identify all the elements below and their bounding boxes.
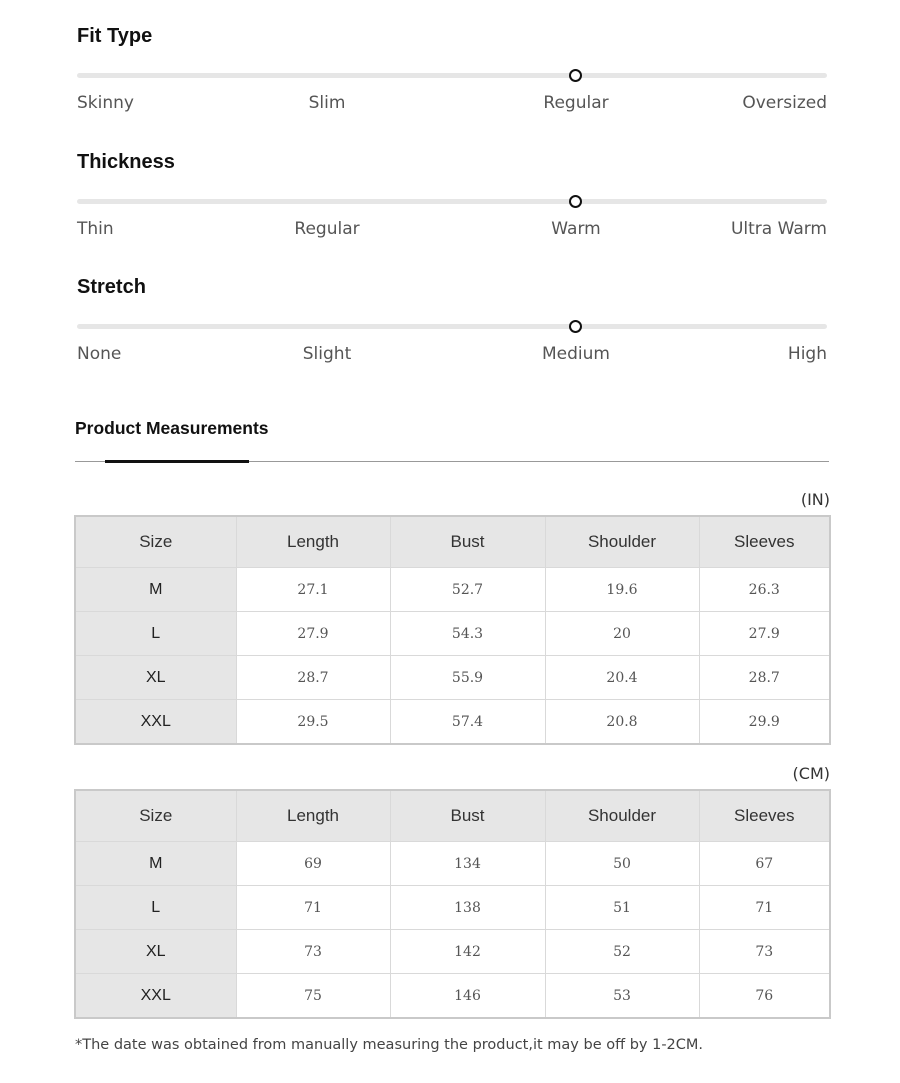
size-cell: L [75, 612, 236, 656]
column-header-size: Size [75, 516, 236, 568]
shoulder-cell: 20.4 [545, 656, 699, 700]
sleeves-cell: 67 [699, 842, 830, 886]
shoulder-cell: 53 [545, 974, 699, 1019]
length-cell: 75 [236, 974, 390, 1019]
size-cell: L [75, 886, 236, 930]
length-cell: 27.1 [236, 568, 390, 612]
table-row [75, 930, 830, 974]
table-row [75, 700, 830, 745]
thickness-option-thin: Thin [77, 219, 114, 239]
shoulder-cell: 20 [545, 612, 699, 656]
column-header-bust: Bust [390, 516, 545, 568]
bust-cell: 52.7 [390, 568, 545, 612]
stretch-slider-knob[interactable] [569, 320, 582, 333]
length-cell: 71 [236, 886, 390, 930]
thickness-option-regular: Regular [294, 219, 360, 239]
bust-cell: 138 [390, 886, 545, 930]
shoulder-cell: 20.8 [545, 700, 699, 745]
size-cell: XL [75, 930, 236, 974]
fit-type-option-skinny: Skinny [77, 93, 134, 113]
measurements-table-inches [74, 515, 831, 745]
table-row [75, 568, 830, 612]
column-header-sleeves: Sleeves [699, 790, 830, 842]
size-cell: M [75, 568, 236, 612]
fit-type-slider-knob[interactable] [569, 69, 582, 82]
bust-cell: 54.3 [390, 612, 545, 656]
length-cell: 27.9 [236, 612, 390, 656]
length-cell: 28.7 [236, 656, 390, 700]
length-cell: 69 [236, 842, 390, 886]
stretch-option-medium: Medium [542, 344, 610, 364]
table-row [75, 612, 830, 656]
sleeves-cell: 76 [699, 974, 830, 1019]
thickness-slider-track [77, 199, 827, 204]
bust-cell: 134 [390, 842, 545, 886]
shoulder-cell: 50 [545, 842, 699, 886]
unit-label-inches: (IN) [800, 490, 830, 509]
stretch-option-slight: Slight [302, 344, 352, 364]
product-measurements-tab[interactable]: Product Measurements [75, 418, 269, 438]
column-header-size: Size [75, 790, 236, 842]
length-cell: 29.5 [236, 700, 390, 745]
sleeves-cell: 71 [699, 886, 830, 930]
measurements-table-cm [74, 789, 831, 1019]
unit-label-cm: (CM) [792, 764, 830, 783]
stretch-option-none: None [77, 344, 122, 364]
thickness-slider-knob[interactable] [569, 195, 582, 208]
sleeves-cell: 73 [699, 930, 830, 974]
table-header-row [75, 790, 830, 842]
sleeves-cell: 26.3 [699, 568, 830, 612]
sleeves-cell: 29.9 [699, 700, 830, 745]
table-row [75, 974, 830, 1019]
bust-cell: 55.9 [390, 656, 545, 700]
table-row [75, 656, 830, 700]
column-header-length: Length [236, 790, 390, 842]
bust-cell: 142 [390, 930, 545, 974]
sleeves-cell: 28.7 [699, 656, 830, 700]
size-cell: XXL [75, 700, 236, 745]
fit-type-option-slim: Slim [308, 93, 346, 113]
thickness-title: Thickness [77, 151, 175, 173]
size-cell: XL [75, 656, 236, 700]
shoulder-cell: 19.6 [545, 568, 699, 612]
thickness-option-warm: Warm [551, 219, 601, 239]
table-header-row [75, 516, 830, 568]
column-header-length: Length [236, 516, 390, 568]
size-cell: M [75, 842, 236, 886]
length-cell: 73 [236, 930, 390, 974]
stretch-option-high: High [787, 344, 827, 364]
shoulder-cell: 52 [545, 930, 699, 974]
measurement-footnote: *The date was obtained from manually measuring the product,it may be off by 1-2CM. [75, 1037, 704, 1053]
fit-type-slider-track [77, 73, 827, 78]
column-header-sleeves: Sleeves [699, 516, 830, 568]
bust-cell: 57.4 [390, 700, 545, 745]
column-header-shoulder: Shoulder [545, 790, 699, 842]
thickness-option-ultra-warm: Ultra Warm [730, 219, 827, 239]
stretch-slider-track [77, 324, 827, 329]
active-tab-indicator [105, 460, 249, 463]
stretch-title: Stretch [77, 276, 146, 298]
column-header-bust: Bust [390, 790, 545, 842]
sleeves-cell: 27.9 [699, 612, 830, 656]
table-row [75, 842, 830, 886]
fit-type-title: Fit Type [77, 25, 153, 47]
table-row [75, 886, 830, 930]
column-header-shoulder: Shoulder [545, 516, 699, 568]
fit-type-option-oversized: Oversized [742, 93, 827, 113]
bust-cell: 146 [390, 974, 545, 1019]
fit-type-option-regular: Regular [543, 93, 609, 113]
shoulder-cell: 51 [545, 886, 699, 930]
size-cell: XXL [75, 974, 236, 1019]
